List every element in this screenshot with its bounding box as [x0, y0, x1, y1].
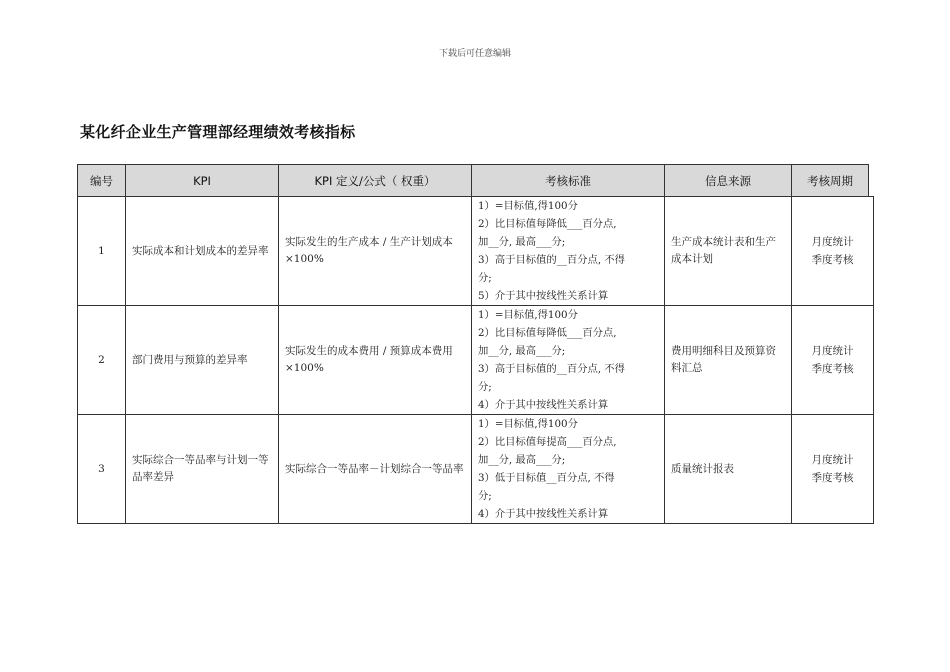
header-standard: 考核标准 [472, 165, 665, 197]
cell-source: 生产成本统计表和生产成本计划 [665, 197, 792, 306]
cycle-line: 月度统计 [811, 345, 854, 357]
standard-line: 1）=目标值,得100分 [478, 309, 578, 321]
cell-source: 质量统计报表 [665, 415, 792, 524]
standard-line: 4）介于其中按线性关系计算 [478, 399, 609, 411]
standard-line: 5）介于其中按线性关系计算 [478, 290, 609, 302]
table-row [78, 197, 874, 306]
kpi-table [77, 164, 874, 524]
header-kpi: KPI [126, 165, 279, 197]
cycle-line: 季度考核 [811, 254, 854, 266]
cell-definition: 实际发生的生产成本 / 生产计划成本×100% [279, 197, 472, 306]
cell-no: 3 [78, 415, 126, 524]
cell-definition: 实际发生的成本费用 / 预算成本费用×100% [279, 306, 472, 415]
cell-cycle [792, 306, 874, 415]
standard-line: 加__分, 最高___分; [478, 454, 566, 466]
header-cycle: 考核周期 [792, 165, 869, 197]
standard-line: 分; [478, 490, 492, 502]
header-source: 信息来源 [665, 165, 792, 197]
cell-cycle [792, 415, 874, 524]
cell-source: 费用明细科目及预算资料汇总 [665, 306, 792, 415]
header-watermark: 下载后可任意编辑 [438, 49, 511, 59]
standard-line: 2）比目标值每降低___百分点, [478, 218, 617, 230]
cycle-line: 季度考核 [811, 472, 854, 484]
cell-no: 1 [78, 197, 126, 306]
cell-no: 2 [78, 306, 126, 415]
header-spacer [869, 165, 874, 197]
standard-line: 加__分, 最高___分; [478, 345, 566, 357]
cycle-line: 月度统计 [811, 454, 854, 466]
cell-cycle [792, 197, 874, 306]
standard-line: 4）介于其中按线性关系计算 [478, 508, 609, 520]
standard-line: 2）比目标值每降低___百分点, [478, 327, 617, 339]
standard-line: 2）比目标值每提高___百分点, [478, 436, 617, 448]
cycle-line: 月度统计 [811, 236, 854, 248]
header-definition: KPI 定义/公式（ 权重） [279, 165, 472, 197]
cell-standard [472, 306, 665, 415]
cell-kpi: 实际综合一等品率与计划一等品率差异 [126, 415, 279, 524]
table-row [78, 306, 874, 415]
standard-line: 加__分, 最高___分; [478, 236, 566, 248]
document-title: 某化纤企业生产管理部经理绩效考核指标 [80, 123, 356, 141]
standard-line: 分; [478, 272, 492, 284]
standard-line: 3）高于目标值的__百分点, 不得 [478, 254, 625, 266]
standard-line: 1）=目标值,得100分 [478, 200, 578, 212]
cell-kpi: 部门费用与预算的差异率 [126, 306, 279, 415]
table-header-row [78, 165, 874, 197]
standard-line: 分; [478, 381, 492, 393]
standard-line: 3）高于目标值的__百分点, 不得 [478, 363, 625, 375]
standard-line: 3）低于目标值__百分点, 不得 [478, 472, 615, 484]
cell-definition: 实际综合一等品率－计划综合一等品率 [279, 415, 472, 524]
cell-kpi: 实际成本和计划成本的差异率 [126, 197, 279, 306]
table-row [78, 415, 874, 524]
cycle-line: 季度考核 [811, 363, 854, 375]
standard-line: 1）=目标值,得100分 [478, 418, 578, 430]
cell-standard [472, 415, 665, 524]
cell-standard [472, 197, 665, 306]
header-no: 编号 [78, 165, 126, 197]
